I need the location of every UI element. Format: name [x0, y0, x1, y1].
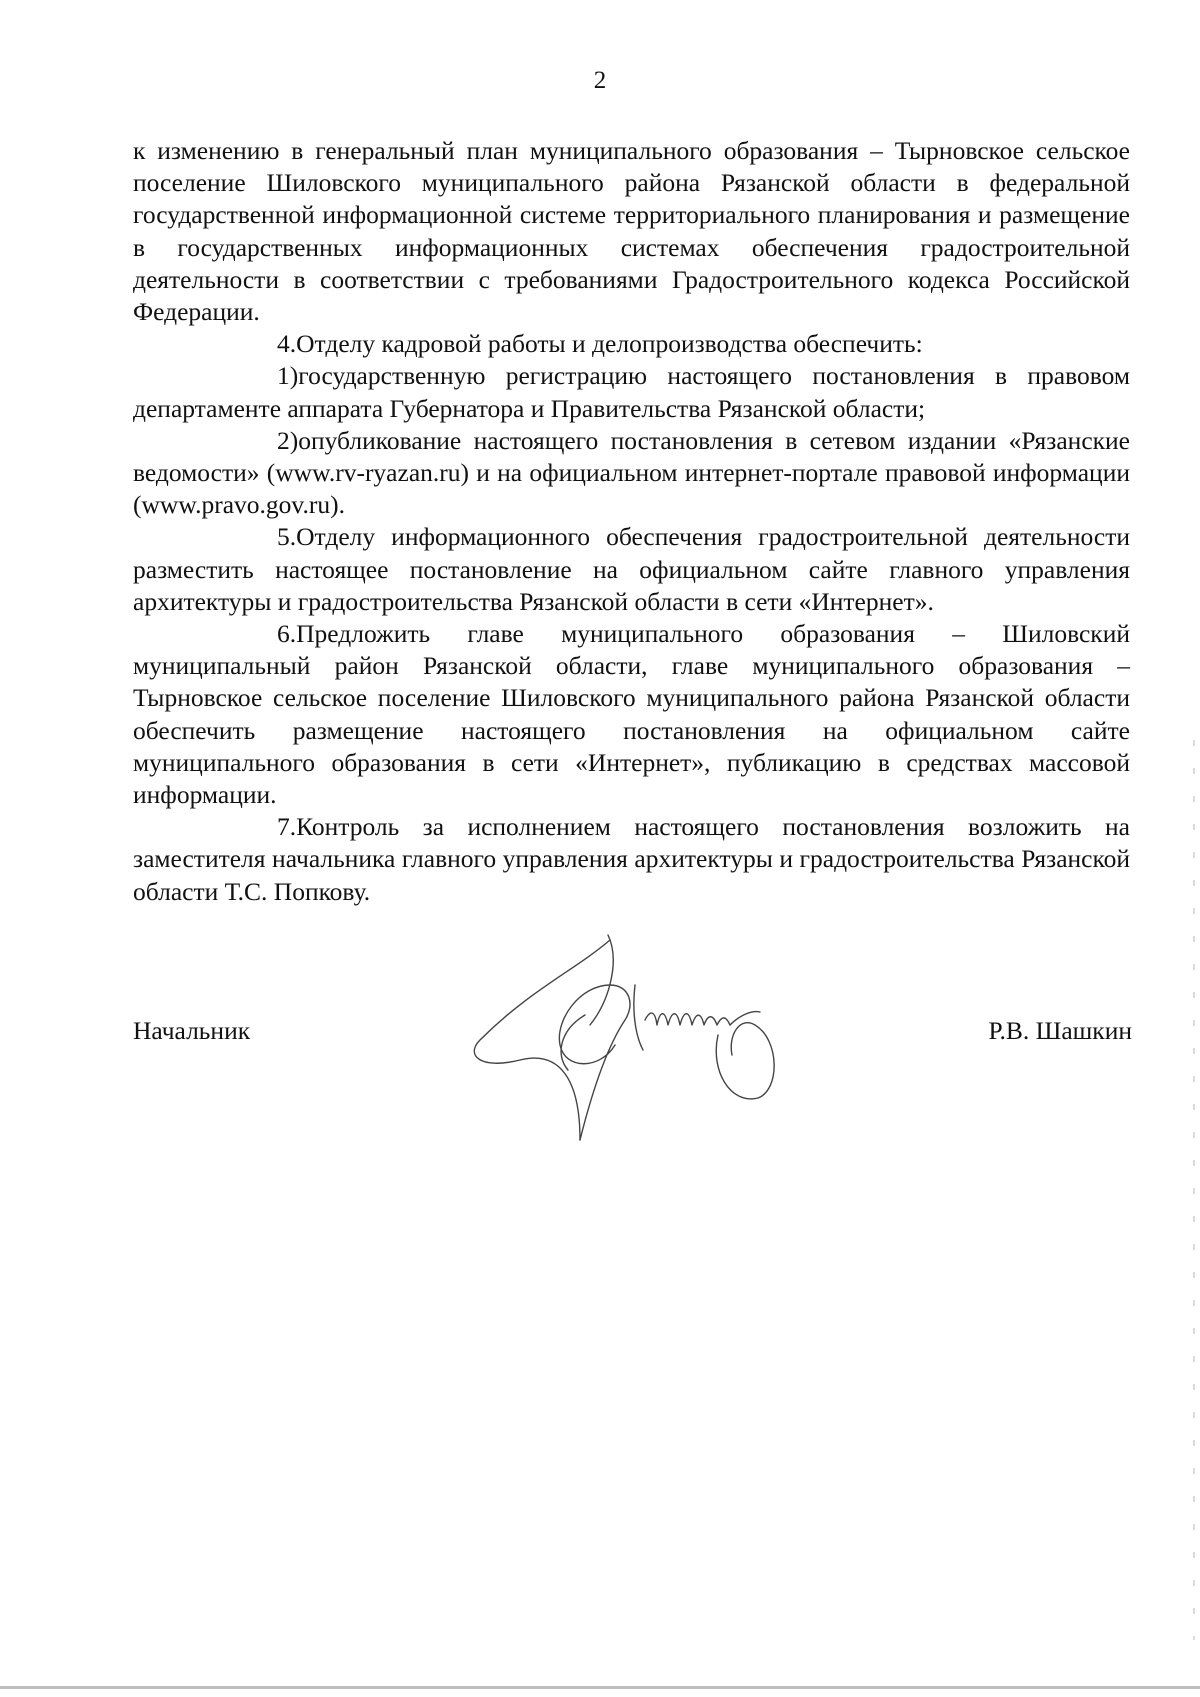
handwritten-signature-icon [460, 930, 840, 1145]
paragraph-text: опубликование настоящего постановления в сетевом издании «Рязанские ведомости» (www.rv-ryazan.ru) и на официальном интернет-портале правовой информации (www.pravo.gov.ru). [133, 425, 1130, 520]
item-number: 1) [277, 361, 299, 391]
paragraph-continuation [133, 135, 1130, 328]
item-number: 7. [277, 812, 297, 842]
paragraph-item-6 [133, 618, 1130, 811]
paragraph-text: к изменению в генеральный план муниципального образования – Тырновское сельское поселение Шиловского муниципального района Рязанской области в федеральной государственной информационной системе территориального планирования и размещение в государственных информационных системах обеспечения градостроительной деятельности в соответствии с требованиями Градостроительного кодекса Российской Федерации. [133, 136, 1130, 327]
scan-edge-right [1193, 740, 1195, 1640]
paragraph-subitem-1 [133, 360, 1130, 424]
item-number: 5. [277, 522, 297, 552]
paragraph-text: Предложить главе муниципального образования – Шиловский муниципальный район Рязанской области, главе муниципального образования – Тырновское сельское поселение Шиловского муниципального района Рязанской области обеспечить размещение настоящего постановления на официальном сайте муниципального образования в сети «Интернет», публикацию в средствах массовой информации. [133, 619, 1130, 810]
item-number: 2) [277, 425, 299, 455]
paragraph-item-4 [133, 328, 1130, 360]
paragraph-subitem-2 [133, 425, 1130, 522]
item-number: 6. [277, 619, 297, 649]
paragraph-text: Отделу кадровой работы и делопроизводства обеспечить: [296, 329, 923, 359]
page-number: 2 [593, 67, 607, 94]
paragraph-text: Отделу информационного обеспечения градостроительной деятельности разместить настоящее постановление на официальном сайте главного управления архитектуры и градостроительства Рязанской области в сети «Интернет». [133, 522, 1130, 616]
paragraph-text: государственную регистрацию настоящего постановления в правовом департаменте аппарата Губернатора и Правительства Рязанской области; [133, 361, 1130, 423]
paragraph-text: Контроль за исполнением настоящего постановления возложить на заместителя начальника главного управления архитектуры и градостроительства Рязанской области Т.С. Попкову. [133, 812, 1130, 906]
paragraph-item-5 [133, 521, 1130, 618]
paragraph-item-7 [133, 811, 1130, 908]
document-body [133, 135, 1130, 908]
signer-position-title: Начальник [133, 1016, 251, 1045]
scan-edge-bottom [0, 1686, 1200, 1689]
signer-name: Р.В. Шашкин [988, 1016, 1132, 1045]
item-number: 4. [277, 329, 297, 359]
